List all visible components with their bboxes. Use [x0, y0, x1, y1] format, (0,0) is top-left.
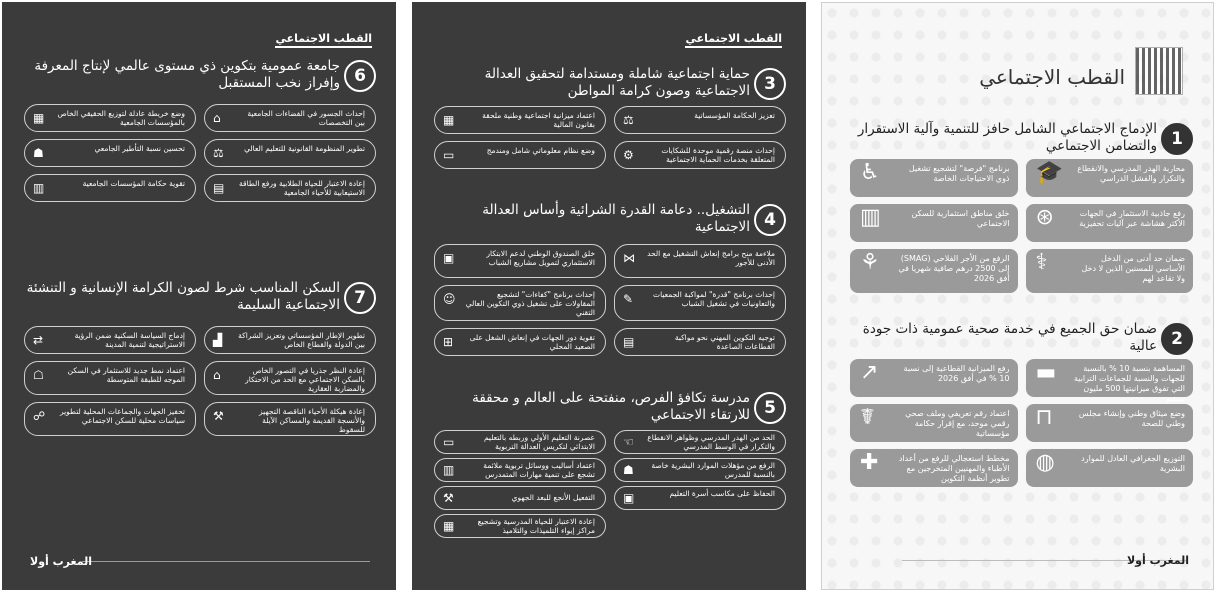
card-text: تطوير المنظومة القانونية للتعليم العالي: [244, 144, 365, 153]
card-text: إعادة هيكلة الأحياء الناقصة التجهيز والأنسجة القديمة والمساكن الآيلة للسقوط: [259, 407, 365, 434]
section-4: [434, 202, 786, 356]
hand-house-icon: ☖: [33, 368, 44, 382]
city-icon: ⇄: [33, 333, 44, 347]
card: [434, 285, 606, 321]
repair-icon: ⚒: [213, 409, 224, 423]
card: [850, 449, 1018, 487]
card-text: ضمان حد أدنى من الدخل الأساسي للمسنين الذين لا دخل ولا تقاعد لهم: [1081, 254, 1185, 283]
card: [24, 104, 196, 132]
qr-code: [1135, 47, 1183, 95]
card: [204, 139, 376, 167]
card-text: تحفيز الجهات والجماعات المحلية لتطوير سياسات محلية للسكن الاجتماعي: [59, 407, 185, 425]
building-icon: ▥: [33, 181, 45, 195]
person-icon: ☺: [443, 292, 456, 306]
section-6: [24, 58, 376, 202]
section-number: 5: [754, 392, 786, 424]
footer-label: المغرب أولا: [30, 555, 93, 568]
card: [614, 486, 786, 510]
card-text: تقوية دور الجهات في إنعاش الشغل على الصعيد المحلي: [469, 333, 595, 351]
campus-icon: ▤: [213, 181, 225, 195]
card-text: خلق مناطق استثمارية للسكن الاجتماعي: [911, 209, 1010, 228]
card-grid: [850, 159, 1193, 293]
gear-icon: ⚙: [623, 148, 634, 162]
document-icon: ✎: [623, 292, 634, 306]
card-text: وضع ميثاق وطني وإنشاء مجلس وطني للصحة: [1078, 409, 1185, 428]
laptop-icon: ▭: [443, 148, 455, 162]
card: [850, 204, 1018, 242]
card-text: اعتماد أساليب ووسائل تربوية ملائمة تشجع على تنمية مهارات المتمدرس: [483, 461, 595, 479]
card-text: وضع خريطة عادلة لتوزيع الحقيقي الخاص بالمؤسسات الجامعية: [57, 109, 185, 127]
card-text: وضع نظام معلوماتي شامل ومندمج: [486, 146, 595, 155]
section-title: السكن المناسب شرط لصون الكرامة الإنسانية و التنشئة الاجتماعية السليمة: [26, 280, 340, 313]
bridge-icon: ⌂: [213, 111, 221, 125]
card-text: اعتماد نمط جديد للاستثمار في السكن الموجه للطبقة المتوسطة: [67, 366, 185, 384]
header-label: القطب الاجتماعي: [685, 32, 782, 48]
card-grid: [434, 430, 786, 538]
card-text: توجيه التكوين المهني نحو مواكبة القطاعات الصاعدة: [674, 333, 775, 351]
card-grid: [850, 359, 1193, 487]
blackboard-icon: ▭: [443, 435, 455, 449]
section-title: التشغيل.. دعامة القدرة الشرائية وأساس العدالة الاجتماعية: [482, 202, 750, 235]
hospital-bed-icon: ▬: [1035, 360, 1057, 385]
card-text: إحداث الجسور في الفضاءات الجامعية بين التخصصات: [247, 109, 365, 127]
card-text: إحداث برنامج "قدرة" لمواكبة الجمعيات والتعاونيات في تشغيل الشباب: [653, 290, 775, 308]
section-title: حماية اجتماعية شاملة ومستدامة لتحقيق العدالة الاجتماعية وصون كرامة المواطن: [484, 66, 750, 99]
card: [434, 430, 606, 454]
card-text: تطوير الإطار المؤسساتي وتعزيز الشراكة بين الدولة والقطاع الخاص: [238, 331, 365, 349]
bag-icon: ▣: [623, 491, 635, 505]
card-text: محاربة الهدر المدرسي والانقطاع والتكرار والفشل الدراسي: [1077, 164, 1185, 183]
section-number: 4: [754, 204, 786, 236]
nurse-icon: ✚: [860, 450, 879, 475]
card: [850, 249, 1018, 293]
page-middle: [412, 2, 806, 590]
section-7: [24, 280, 376, 436]
card: [24, 361, 196, 395]
globe-icon: ◍: [1035, 450, 1055, 475]
card: [434, 486, 606, 510]
teacher-icon: ☗: [623, 463, 634, 477]
card: [614, 328, 786, 356]
page-title: القطب الاجتماعي: [979, 65, 1125, 89]
card: [1026, 449, 1194, 487]
network-icon: ⋈: [623, 251, 635, 265]
book-icon: ▥: [443, 463, 455, 477]
card-text: التوزيع الجغرافي العادل للموارد البشرية: [1081, 454, 1185, 473]
card-text: الرفع من الأجر الفلاحي (SMAG) إلى 2500 درهم صافية شهريا في أفق 2026: [898, 254, 1010, 283]
card: [24, 402, 196, 436]
section-number: 6: [344, 60, 376, 92]
card: [614, 106, 786, 134]
card: [434, 514, 606, 538]
section-title: ضمان حق الجميع في خدمة صحية عمومية ذات جودة عالية: [862, 321, 1157, 354]
coins-icon: ⊛: [1035, 205, 1054, 230]
wheelchair-icon: ♿: [860, 160, 880, 185]
family-home-icon: ⌂: [213, 368, 221, 382]
card-grid: [434, 106, 786, 169]
growth-chart-icon: ↗: [860, 360, 879, 385]
org-chart-icon: ⊞: [443, 335, 454, 349]
card-text: اعتماد رقم تعريفي وملف صحي رقمي موحد، مع إقرار حكامة مؤسساتية: [905, 409, 1010, 438]
card: [204, 174, 376, 202]
card-text: إعادة الاعتبار للحياة الطلابية ورفع الطاقة الاستيعابية للأحياء الجامعية: [239, 179, 365, 197]
briefcase-icon: ▣: [443, 251, 455, 265]
card: [1026, 359, 1194, 403]
section-number: 3: [754, 68, 786, 100]
card: [24, 326, 196, 354]
gavel-icon: ⚖: [623, 113, 634, 127]
section-1: [850, 121, 1193, 293]
card: [850, 359, 1018, 397]
section-title: مدرسة تكافؤ الفرص، منفتحة على العالم و محققة للارتقاء الاجتماعي: [472, 390, 750, 423]
card: [204, 361, 376, 395]
doctor-icon: ☤: [860, 405, 875, 430]
card: [614, 285, 786, 321]
card-text: تعزيز الحكامة المؤسساتية: [694, 111, 775, 120]
section-title: جامعة عمومية بتكوين ذي مستوى عالمي لإنتاج المعرفة وإفراز نخب المستقبل: [34, 58, 340, 91]
teacher-icon: ☗: [33, 146, 44, 160]
budget-icon: ▦: [443, 113, 455, 127]
podium-icon: ⊓: [1035, 405, 1053, 430]
card: [614, 244, 786, 278]
buildings-icon: ▥: [860, 205, 881, 230]
section-title: الإدماج الاجتماعي الشامل حافز للتنمية وآلية الاستقرار والتضامن الاجتماعي: [857, 121, 1157, 154]
card: [434, 141, 606, 169]
section-number: 2: [1161, 323, 1193, 355]
card: [434, 106, 606, 134]
map-icon: ▦: [33, 111, 45, 125]
section-3: [434, 66, 786, 169]
section-number: 1: [1161, 123, 1193, 155]
graduation-icon: 🎓: [1035, 160, 1063, 185]
card-text: رفع جاذبية الاستثمار في الجهات الأكثر هشاشة عبر آليات تحفيزية: [1079, 209, 1185, 228]
card: [850, 159, 1018, 197]
elderly-icon: ⚕: [1035, 250, 1048, 275]
footer-label: المغرب أولا: [1126, 554, 1189, 567]
card-text: الرفع من مؤهلات الموارد البشرية خاصة بالنسبة للمدرس: [651, 461, 775, 479]
card-text: اعتماد ميزانية اجتماعية وطنية ملحقة بقانون المالية: [482, 111, 595, 129]
card-text: التفعيل الأنجع للبعد الجهوي: [511, 493, 595, 502]
card: [204, 326, 376, 354]
card: [434, 244, 606, 278]
card-text: الحد من الهدر المدرسي وظواهر الانقطاع والتكرار في الوسط المدرسي: [647, 433, 775, 451]
card-text: خلق الصندوق الوطني لدعم الابتكار الاستثماري لتمويل مشاريع الشباب: [486, 249, 595, 267]
card-text: إحداث منصة رقمية موحدة للشكايات المتعلقة بخدمات الحماية الاجتماعية: [661, 146, 775, 164]
handshake-icon: ☍: [33, 409, 46, 423]
school-icon: ▦: [443, 519, 455, 533]
card: [614, 141, 786, 169]
card-text: برنامج "فرصة" لتشجيع تشغيل ذوي الاحتياجات الخاصة: [908, 164, 1010, 183]
chart-icon: ▟: [213, 333, 223, 347]
factory-icon: ▤: [623, 335, 635, 349]
footer-divider: [82, 561, 370, 562]
card-grid: [434, 244, 786, 356]
header-label: القطب الاجتماعي: [275, 32, 372, 48]
card-text: رفع الميزانية القطاعية إلى نسبة 10 % في أفق 2026: [903, 364, 1010, 383]
card: [1026, 249, 1194, 293]
card: [850, 404, 1018, 442]
card: [1026, 204, 1194, 242]
card: [1026, 159, 1194, 197]
card-text: إعادة الاعتبار للحياة المدرسية وتشجيع مراكز إيواء التلميذات والتلاميذ: [477, 517, 595, 535]
section-2: [850, 321, 1193, 487]
card: [434, 458, 606, 482]
card-text: تقوية حكامة المؤسسات الجامعية: [82, 179, 185, 188]
card: [204, 104, 376, 132]
card-text: المساهمة بنسبة 10 % بالنسبة للجهات والنسبة للجماعات الترابية التي تفوق ميزانيتها 500 مليون سنتيم: [1073, 364, 1185, 403]
card-text: تحسين نسبة التأطير الجامعي: [94, 144, 185, 153]
card: [614, 430, 786, 454]
card: [204, 402, 376, 436]
card: [434, 328, 606, 356]
hand-icon: ☜: [623, 435, 634, 449]
page-right: [821, 2, 1214, 590]
card-text: مخطط استعجالي للرفع من أعداد الأطباء والمهنيين المتخرجين مع تطوير أنظمة التكوين: [898, 454, 1010, 483]
card-grid: [24, 104, 376, 202]
section-number: 7: [344, 282, 376, 314]
card-grid: [24, 326, 376, 436]
law-icon: ⚖: [213, 146, 224, 160]
page-left: [2, 2, 396, 590]
section-5: [434, 390, 786, 538]
card-text: إدماج السياسة السكنية ضمن الرؤية الاستراتيجية لتنمية المدينة: [74, 331, 185, 349]
card-text: الحفاظ على مكاسب أسرة التعليم: [669, 489, 775, 498]
card-text: إعادة النظر جذريا في التصور الخاص بالسكن الاجتماعي مع الحد من الاحتكار والمضاربة العقارية: [245, 366, 365, 393]
tools-icon: ⚒: [443, 491, 454, 505]
card: [24, 139, 196, 167]
card-text: عصرنة التعليم الأولي وربطه بالتعليم الابتدائي لتكريس العدالة التربوية: [483, 433, 595, 451]
card: [1026, 404, 1194, 442]
card-text: ملاءمة منح برامج إنعاش التشغيل مع الحد الأدنى للأجور: [647, 249, 775, 267]
card: [614, 458, 786, 482]
farmer-icon: ⚘: [860, 250, 880, 275]
card-text: إحداث برنامج "كفاءات" لتشجيع المقاولات على تشغيل ذوي التكوين العالي التقني: [465, 290, 595, 317]
card: [24, 174, 196, 202]
